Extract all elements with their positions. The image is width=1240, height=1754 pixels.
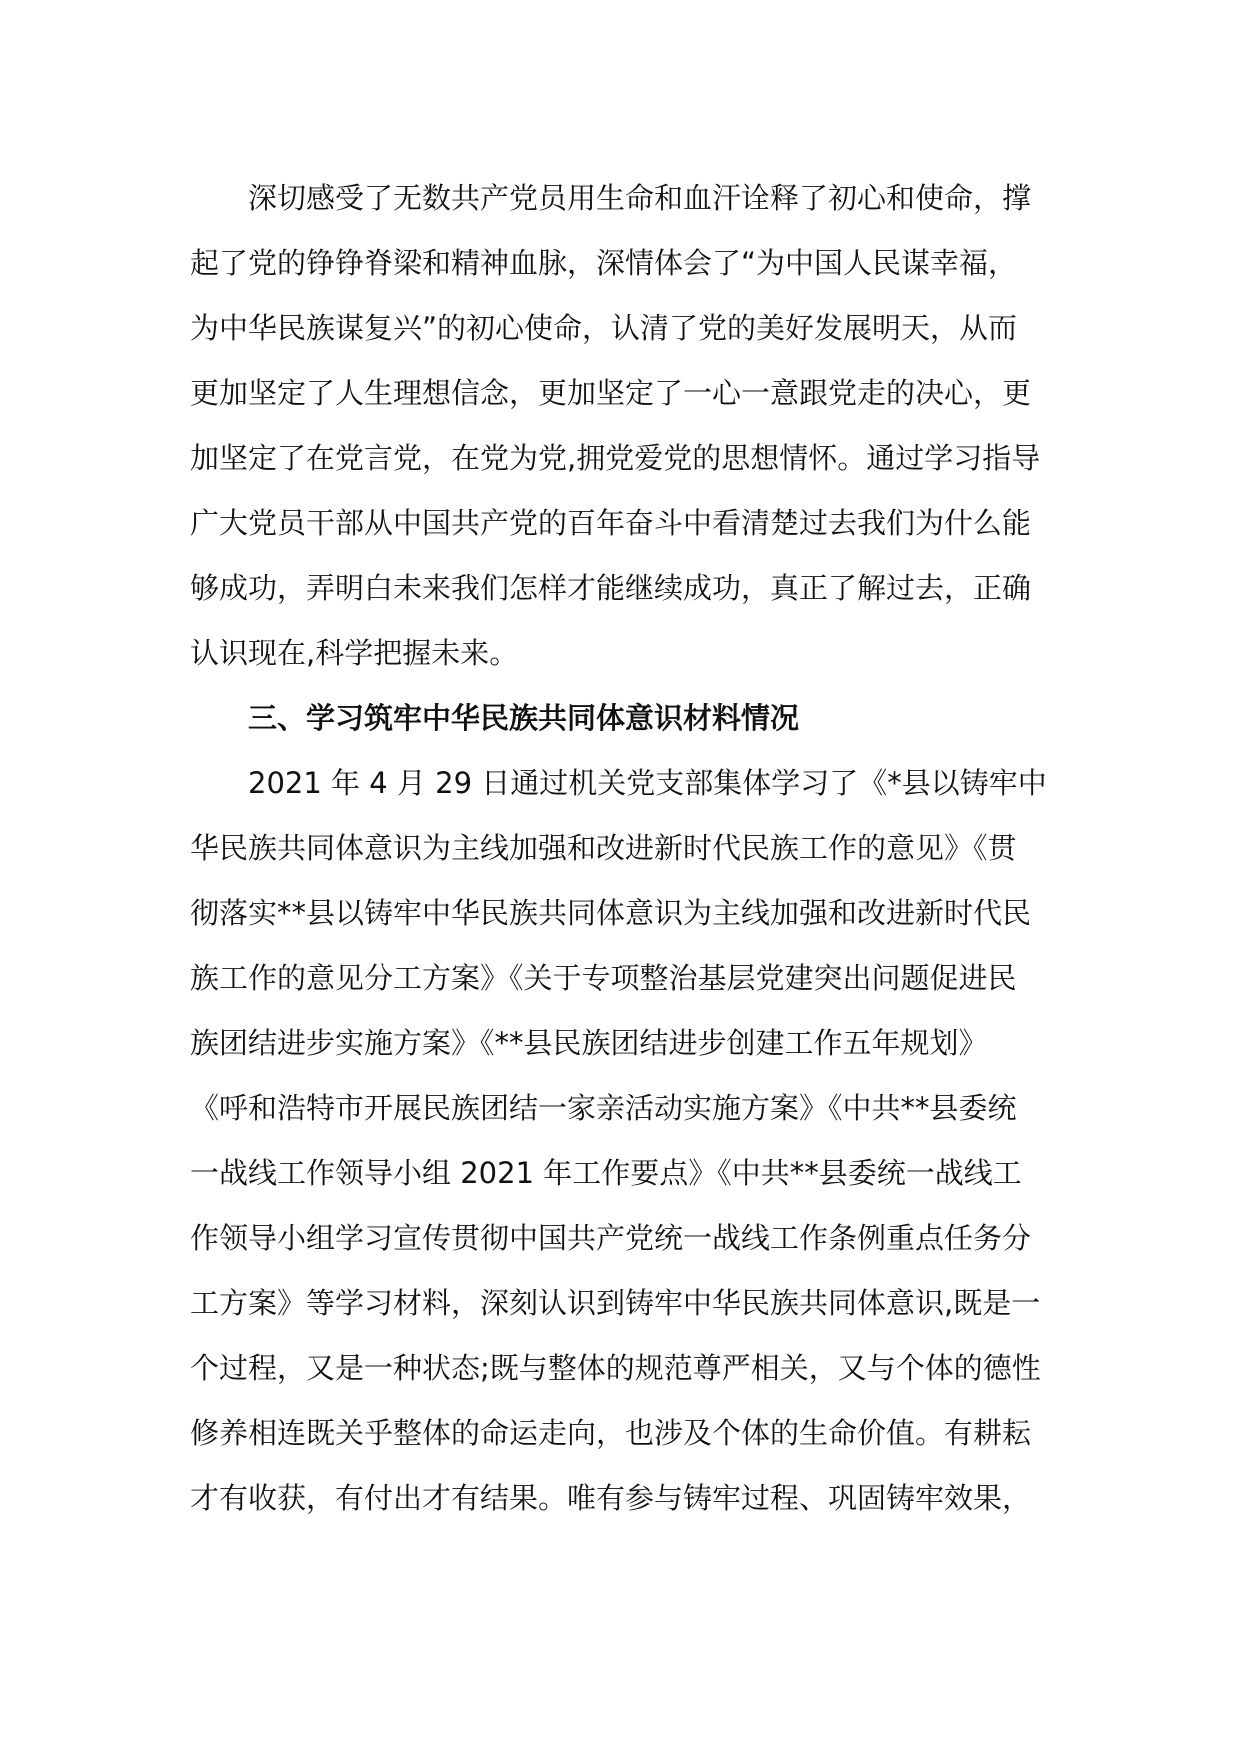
document-body: [190, 166, 1055, 1531]
paragraph-2-line-10: 个过程，又是一种状态;既与整体的规范尊严相关，又与个体的德性: [190, 1351, 1041, 1385]
paragraph-1-line-1: 深切感受了无数共产党员用生命和血汗诠释了初心和使命，撑: [248, 181, 1032, 215]
paragraph-1-line-3: 为中华民族谋复兴”的初心使命，认清了党的美好发展明天，从而: [190, 311, 1018, 345]
paragraph-2-line-9: 工方案》等学习材料，深刻认识到铸牢中华民族共同体意识,既是一: [190, 1286, 1041, 1320]
paragraph-1-line-6: 广大党员干部从中国共产党的百年奋斗中看清楚过去我们为什么能: [190, 506, 1032, 540]
paragraph-2-line-2: 华民族共同体意识为主线加强和改进新时代民族工作的意见》《贯: [190, 831, 1017, 865]
paragraph-2-line-3: 彻落实**县以铸牢中华民族共同体意识为主线加强和改进新时代民: [190, 896, 1032, 930]
paragraph-2-line-11: 修养相连既关乎整体的命运走向，也涉及个体的生命价值。有耕耘: [190, 1416, 1032, 1450]
paragraph-1-line-5: 加坚定了在党言党，在党为党,拥党爱党的思想情怀。通过学习指导: [190, 441, 1041, 475]
paragraph-1-line-4: 更加坚定了人生理想信念，更加坚定了一心一意跟党走的决心，更: [190, 376, 1032, 410]
paragraph-2-line-8: 作领导小组学习宣传贯彻中国共产党统一战线工作条例重点任务分: [190, 1221, 1032, 1255]
paragraph-1-line-8: 认识现在,科学把握未来。: [190, 636, 519, 670]
paragraph-2-line-12: 才有收获，有付出才有结果。唯有参与铸牢过程、巩固铸牢效果，: [190, 1481, 1032, 1515]
paragraph-2-line-6: 《呼和浩特市开展民族团结一家亲活动实施方案》《中共**县委统: [190, 1091, 1017, 1125]
paragraph-2-line-5: 族团结进步实施方案》《**县民族团结进步创建工作五年规划》: [190, 1026, 988, 1060]
paragraph-2-line-4: 族工作的意见分工方案》《关于专项整治基层党建突出问题促进民: [190, 961, 1017, 995]
paragraph-2-line-1: 2021 年 4 月 29 日通过机关党支部集体学习了《*县以铸牢中: [248, 766, 1047, 800]
section-heading: 三、学习筑牢中华民族共同体意识材料情况: [248, 701, 800, 735]
paragraph-1-line-2: 起了党的铮铮脊梁和精神血脉，深情体会了“为中国人民谋幸福，: [190, 246, 1018, 280]
paragraph-1-line-7: 够成功，弄明白未来我们怎样才能继续成功，真正了解过去，正确: [190, 571, 1032, 605]
paragraph-2-line-7: 一战线工作领导小组 2021 年工作要点》《中共**县委统一战线工: [190, 1156, 1022, 1190]
